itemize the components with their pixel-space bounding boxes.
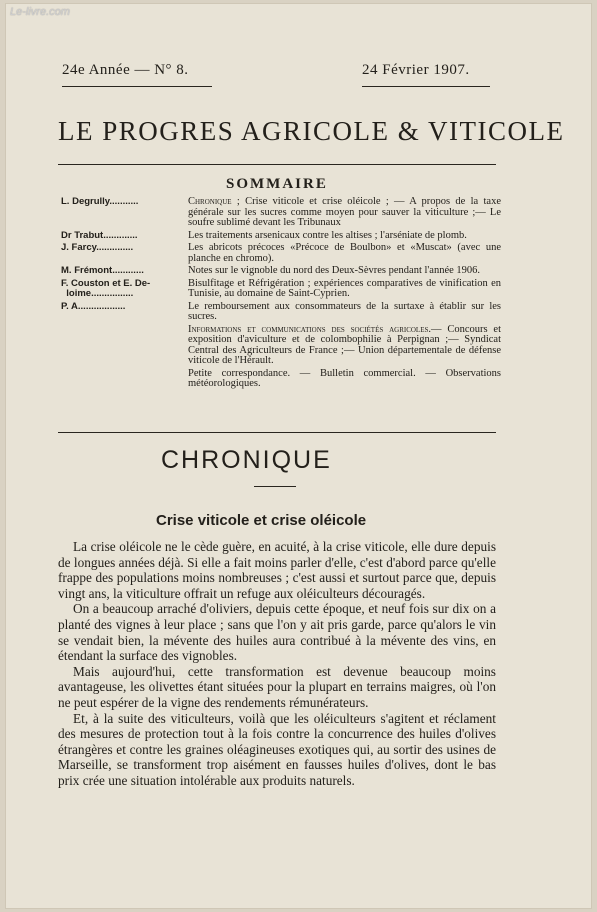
header-rule-right [362,86,490,87]
paragraph: On a beaucoup arraché d'oliviers, depuis cette époque, et neuf fois sur dix on a planté des vignes à leur place ; sans que l'on y ait pris garde, parce qu'alors le vin se vendait bien, la mévente des huiles aura contribué à la mévente des vins, en étendant la surface des vignobles. [58,601,496,664]
toc-description: Bisulfitage et Réfrigération ; expériences comparatives de vinification en Tunisie, au domaine de Saint-Cyprien. [188,277,501,299]
section-title: Crise viticole et crise oléicole [156,512,367,529]
toc-author: F. Couston et E. De- loime................ [61,277,151,299]
table-of-contents [61,197,501,392]
title-rule [58,164,496,165]
toc-item [61,279,501,300]
paragraph: Mais aujourd'hui, cette transformation est devenue beaucoup moins avantageuse, les olivettes étant situées pour la plupart en terrains maigres, où l'on ne peut espérer de la vigne des rendements rémunérateurs. [58,663,496,710]
chronique-underline [254,486,296,487]
toc-item [61,369,501,390]
toc-author: M. Frémont............ [61,265,144,276]
toc-description: Notes sur le vignoble du nord des Deux-Sèvres pendant l'année 1906. [188,265,481,276]
header-rule-left [62,86,212,87]
journal-title: LE PROGRES AGRICOLE & VITICOLE [58,116,565,146]
watermark: Le-livre.com [10,6,70,18]
toc-description: Le remboursement aux consommateurs de la surtaxe à établir sur les sucres. [188,300,501,322]
toc-description: Chronique ; Crise viticole et crise oléicole ; — A propos de la taxe générale sur les sucres comme moyen pour sauver la viticulture ;— Le soufre sublimé devant les Tribunaux [188,196,501,228]
issue-date: 24 Février 1907. [362,62,470,78]
toc-author: P. A.................. [61,300,126,312]
toc-author: J. Farcy.............. [61,242,134,253]
toc-author [61,325,188,367]
toc-author: Dr Trabut............. [61,229,138,241]
sommaire-heading: SOMMAIRE [226,176,328,192]
paragraph: Et, à la suite des viticulteurs, voilà que les oléiculteurs s'agitent et réclament des mesures de protection tout à la fois contre la concurrence des huiles d'olives étrangères et contre les graines oléagineuses exotiques qui, au sortir des usines de Marseille, se transforment trop aisément en fausses huiles d'olives, dont le bas prix crée une situation intolérable aux produits naturels. [58,710,496,788]
sommaire-rule [58,432,496,433]
toc-item [61,302,501,323]
toc-description: Petite correspondance. — Bulletin commercial. — Observations météorologiques. [188,367,501,389]
toc-item [61,266,501,277]
document-page [6,4,591,908]
issue-number: 24e Année — N° 8. [62,62,189,78]
toc-description: Informations et communications des sociétés agricoles.— Concours et exposition d'aviculture et de colombophilie à Perpignan ;— Syndicat Central des Agriculteurs de France ;— Union départementale de défense viticole de l'Hérault. [188,323,501,366]
toc-author: L. Degrully........... [61,196,139,207]
chronique-title: CHRONIQUE [161,446,332,474]
paragraph: La crise oléicole ne le cède guère, en acuité, à la crise viticole, elle dure depuis de longues années déjà. Si elle a fait moins parler d'elle, c'est d'abord parce qu'elle frappe des populations moins nombreuses ; c'est aussi et surtout parce que, depuis vingt ans, la viticulture offrait un refuge aux oléiculteurs découragés. [58,539,496,601]
toc-author [61,369,188,390]
toc-item [61,325,501,367]
article-body [58,539,496,789]
toc-description: Les traitements arsenicaux contre les altises ; l'arséniate de plomb. [188,229,467,241]
toc-item [61,197,501,229]
toc-item [61,231,501,242]
toc-item [61,243,501,264]
toc-description: Les abricots précoces «Précoce de Boulbon» et «Muscat» (avec une planche en chromo). [188,242,501,264]
